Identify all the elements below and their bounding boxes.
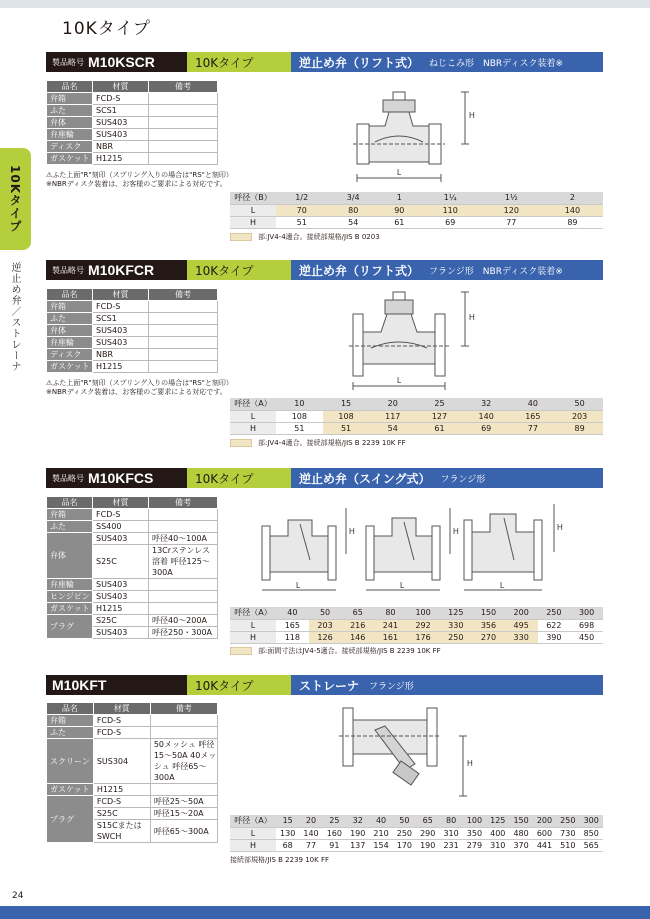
svg-text:H: H [349, 527, 355, 536]
svg-text:L: L [397, 376, 402, 385]
valve-drawing-m10kscr [345, 86, 485, 188]
legend-m10kft: 接続部規格/JIS B 2239 10K FF [230, 856, 329, 864]
side-subtitle: 逆止め弁／ストレーナ [9, 262, 20, 372]
svg-text:L: L [400, 581, 405, 590]
size-row: 呼径（B） 1/2 3/4 1 1¼ 1½ 2 [230, 192, 603, 204]
materials-table-m10kfcr: 品名 材質 備考 弁箱 FCD-S ふた SCS1 弁体 SUS403 弁座輪 SUS403 ディスク NBR ガスケット H1215 [46, 288, 218, 373]
legend-m10kfcr: 部:JV4-4適合。接続部規格/JIS B 2239 10K FF [230, 439, 406, 448]
page-title: 10Kタイプ [62, 19, 151, 39]
notes-m10kscr: ⚠ふた上面"R"刻印（スプリング入りの場合は"RS"と刻印） ※NBRディスク装着は、お客様のご要求による対応です。 [46, 171, 233, 188]
section-header-m10kfcs: 製品略号 M10KFCS 10Kタイプ 逆止め弁（スイング式） フランジ形 [46, 468, 603, 488]
notes-m10kfcr: ⚠ふた上面"R"刻印（スプリング入りの場合は"RS"と刻印） ※NBRディスク装着は、お客様のご要求による対応です。 [46, 379, 233, 396]
model-prefix: 製品略号 [52, 57, 84, 67]
legend-m10kfcs: 部:面間寸法はJV4-5適合。接続部規格/JIS B 2239 10K FF [230, 647, 441, 656]
section-header-m10kfcr: 製品略号 M10KFCR 10Kタイプ 逆止め弁（リフト式） フランジ形 NBRディスク装着※ [46, 260, 603, 280]
dimension-table-m10kfcr: 呼径（A） 10 15 20 25 32 40 50 L 108 108 117 127 140 165 203 H 51 51 54 61 69 77 89 [230, 398, 603, 435]
materials-table-m10kfcs: 品名 材質 備考 弁箱 FCD-S ふた SS400 弁体 SUS403 呼径40～100A S25C 13Crステンレス溶着 呼径125～300A 弁座輪 SUS403 ヒンジピン SUS403 ガスケット H1215 プラグ S25C 呼径40～200A SUS403 呼径250・300A [46, 496, 218, 639]
type-label: 10Kタイプ [187, 52, 291, 72]
dimension-table-m10kft: 呼径（A） 15 20 25 32 40 50 65 80 100 125 150 200 250 300 L 130 140 160 190 210 250 290 310 350 400 480 600 730 850 H 68 77 91 137 154 170 190 231 279 310 370 441 510 565 [230, 815, 603, 852]
side-tab[interactable]: 10Kタイプ [0, 148, 31, 250]
section-header-m10kscr [46, 52, 603, 72]
dimension-table-m10kfcs: 呼径（A） 40 50 65 80 100 125 150 200 250 300 L 165 203 216 241 292 330 356 495 622 698 H 118 126 146 161 176 250 270 330 390 450 [230, 607, 603, 644]
svg-text:L: L [397, 168, 402, 177]
valve-drawing-m10kfcr [345, 286, 485, 394]
svg-text:H: H [467, 759, 473, 768]
strainer-drawing-m10kft [335, 700, 485, 810]
l-row: L 70 80 90 110 120 140 [230, 204, 603, 216]
legend-m10kscr: 部:JV4-4適合。接続部規格/JIS B 0203 [230, 233, 380, 242]
section-header-m10kft: M10KFT 10Kタイプ ストレーナ フランジ形 [46, 675, 603, 695]
svg-text:H: H [557, 523, 563, 532]
h-row: H 51 54 61 69 77 89 [230, 216, 603, 228]
svg-text:H: H [469, 313, 475, 322]
product-desc: 逆止め弁（リフト式） [299, 55, 420, 70]
product-desc-sub: ねじこみ形 NBRディスク装着※ [429, 58, 563, 69]
materials-table-m10kscr: 品名 材質 備考 弁箱 FCD-S ふた SCS1 弁体 SUS403 弁座輪 SUS403 ディスク NBR ガスケット H1215 [46, 80, 218, 165]
model-code: M10KSCR [88, 54, 155, 70]
top-band [0, 0, 650, 8]
svg-text:H: H [469, 111, 475, 120]
footer-band [0, 906, 650, 919]
svg-text:L: L [500, 581, 505, 590]
svg-text:L: L [296, 581, 301, 590]
valve-drawing-m10kfcs [258, 500, 576, 600]
materials-table-m10kft: 品名 材質 備考 弁箱 FCD-S ふた FCD-S スクリーン SUS304 50メッシュ 呼径15～50A 40メッシュ 呼径65～300A ガスケット H1215 プラグ FCD-S 呼径25～50A S25C 呼径15～20A S15CまたはSWCH 呼径65～300A [46, 702, 218, 843]
dimension-table-m10kscr [230, 192, 603, 229]
page-number: 24 [12, 891, 24, 901]
svg-text:H: H [453, 527, 459, 536]
